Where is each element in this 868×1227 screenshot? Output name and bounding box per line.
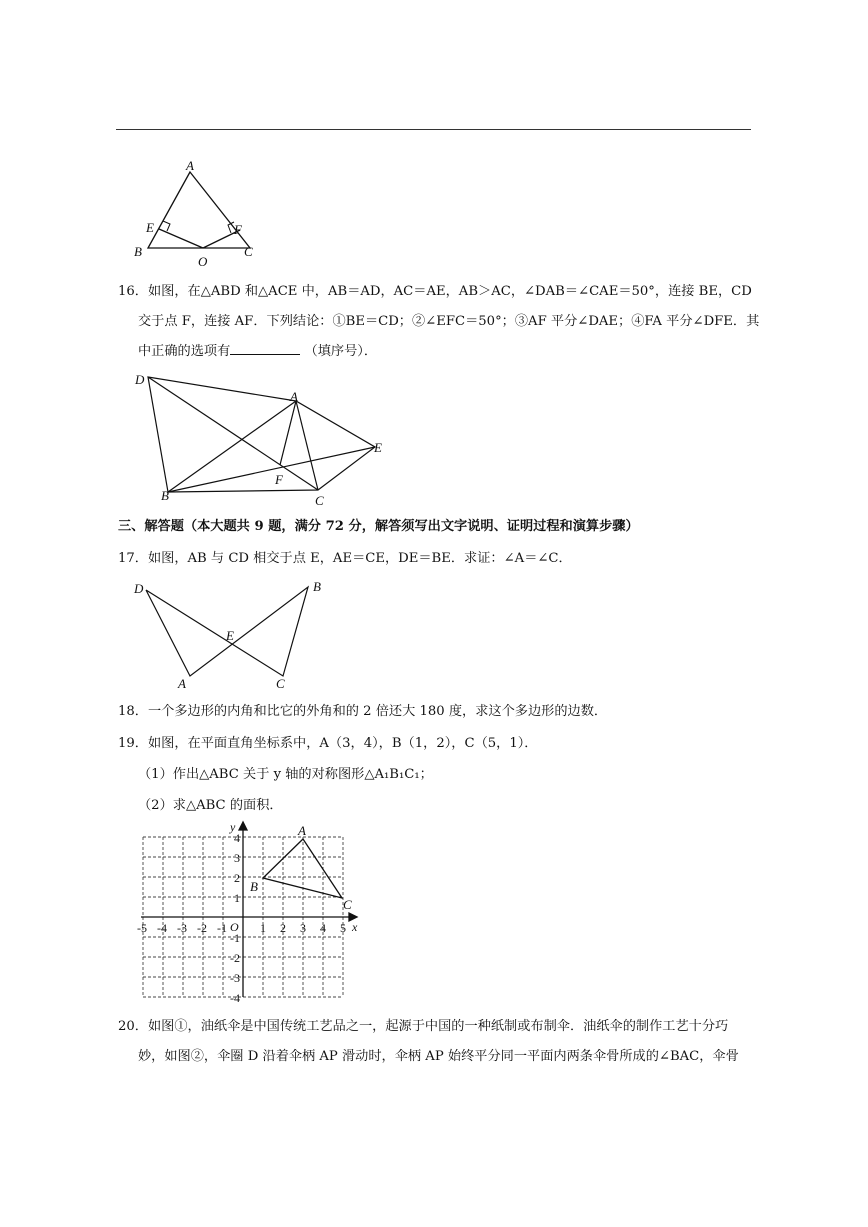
q19-part1: （1）作出△ABC 关于 y 轴的对称图形△A₁B₁C₁； <box>138 767 433 782</box>
x-tick-label: 4 <box>320 921 326 935</box>
y-tick-label: 1 <box>234 891 240 905</box>
q19-stem: 19．如图，在平面直角坐标系中，A（3，4），B（1，2），C（5，1）． <box>118 736 538 751</box>
y-tick-label: 4 <box>234 831 240 845</box>
x-tick-label: 5 <box>340 921 346 935</box>
label-E: E <box>146 220 154 235</box>
label-A: A <box>290 389 298 404</box>
x-tick-label: -4 <box>157 921 167 935</box>
y-axis-arrow <box>239 822 247 830</box>
label-A: A <box>186 158 194 173</box>
label-D: D <box>135 372 145 387</box>
q20-line1: 20．如图①，油纸伞是中国传统工艺品之一，起源于中国的一种纸制或布制伞．油纸伞的制作工艺十分巧 <box>118 1019 729 1034</box>
y-tick-label: -2 <box>230 951 240 965</box>
point-label-C: C <box>343 897 352 912</box>
q19-part2: （2）求△ABC 的面积． <box>138 798 283 813</box>
x-tick-label: -3 <box>177 921 187 935</box>
label-A: A <box>178 676 186 691</box>
label-E: E <box>374 440 382 455</box>
x-tick-label: 3 <box>300 921 306 935</box>
section-3-heading: 三、解答题（本大题共 9 题，满分 72 分，解答须写出文字说明、证明过程和演算步骤） <box>118 519 639 534</box>
figure-q17 <box>128 575 338 693</box>
x-tick-label: -5 <box>137 921 147 935</box>
figure-q15 <box>130 158 270 273</box>
y-tick-label: 3 <box>234 851 240 865</box>
x-axis-label: x <box>352 920 358 934</box>
y-tick-label: 2 <box>234 871 240 885</box>
y-tick-label: -1 <box>230 931 240 945</box>
label-C: C <box>315 493 324 508</box>
label-B: B <box>134 244 142 259</box>
point-label-A: A <box>298 823 306 838</box>
q16-line2: 交于点 F，连接 AF．下列结论：①BE＝CD；②∠EFC＝50°；③AF 平分∠DAE；④FA 平分∠DFE．其 <box>138 314 760 329</box>
origin-label: O <box>230 920 239 934</box>
point-label-B: B <box>250 879 258 894</box>
x-tick-label: 1 <box>260 921 266 935</box>
label-D: D <box>134 581 144 596</box>
q17-text: 17．如图，AB 与 CD 相交于点 E，AE＝CE，DE＝BE．求证：∠A＝∠C． <box>118 551 572 566</box>
y-tick-label: -3 <box>230 971 240 985</box>
q20-line2: 妙，如图②，伞圈 D 沿着伞柄 AP 滑动时，伞柄 AP 始终平分同一平面内两条伞骨所成的∠BAC，伞骨 <box>138 1049 739 1064</box>
answer-blank[interactable] <box>230 342 300 355</box>
label-E: E <box>226 628 234 643</box>
label-C: C <box>276 676 285 691</box>
q16-line3: 中正确的选项有 （填序号）． <box>138 344 378 359</box>
label-F: F <box>275 472 283 487</box>
x-tick-label: 2 <box>280 921 286 935</box>
figure-q16 <box>130 368 400 513</box>
x-tick-label: -2 <box>197 921 207 935</box>
label-B: B <box>161 488 169 503</box>
triangle-ABC <box>263 839 342 898</box>
label-O: O <box>198 254 208 269</box>
y-axis-label: y <box>230 820 236 834</box>
q16-line1: 16．如图，在△ABD 和△ACE 中，AB＝AD，AC＝AE，AB＞AC，∠DAB＝∠CAE＝50°，连接 BE，CD <box>118 284 752 299</box>
label-B: B <box>313 579 321 594</box>
y-tick-label: -4 <box>230 991 240 1005</box>
coordinate-grid-figure <box>125 818 375 1008</box>
label-F: F <box>234 222 242 237</box>
q18-text: 18．一个多边形的内角和比它的外角和的 2 倍还大 180 度，求这个多边形的边数． <box>118 704 608 719</box>
label-C: C <box>244 244 253 259</box>
x-tick-label: -1 <box>217 921 227 935</box>
header-rule <box>116 129 751 130</box>
